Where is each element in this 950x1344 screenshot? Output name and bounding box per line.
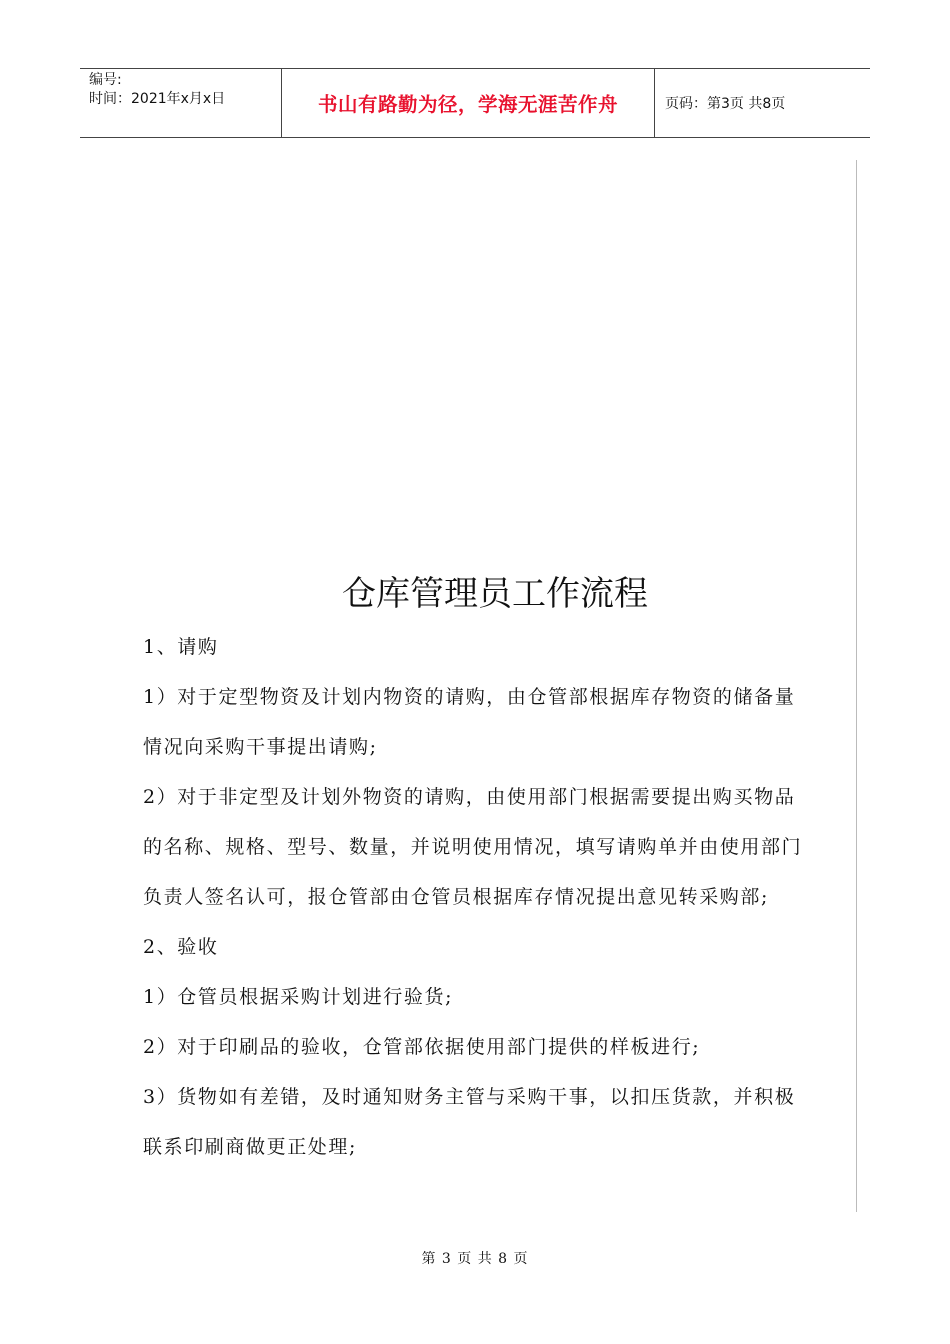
document-body [143,622,813,1172]
paragraph: 1）仓管员根据采购计划进行验货; [143,986,454,1008]
page-footer: 第 3 页 共 8 页 [421,1251,529,1267]
document-title: 仓库管理员工作流程 [342,574,648,614]
paragraph: 3）货物如有差错，及时通知财务主管与采购干事，以扣压货款，并积极联系印刷商做更正处理; [143,1086,796,1158]
paragraph: 2）对于非定型及计划外物资的请购，由使用部门根据需要提出购买物品的名称、规格、型号、数量，并说明使用情况，填写请购单并由使用部门负责人签名认可，报仓管部由仓管员根据库存情况提出意见转采购部; [143,786,803,908]
number-label: 编号: [89,72,122,88]
time-label: 时间：2021年x月x日 [89,91,226,107]
header-meta [80,69,282,137]
paragraph: 1）对于定型物资及计划内物资的请购，由仓管部根据库存物资的储备量情况向采购干事提出请购; [143,686,796,758]
header-motto: 书山有路勤为径，学海无涯苦作舟 [282,69,655,137]
header-page-info: 页码：第3页 共8页 [665,96,786,112]
page-header [80,68,870,138]
section-heading-request: 1、请购 [143,636,219,658]
right-margin-rule [856,160,857,1212]
section-heading-inspection: 2、验收 [143,936,219,958]
paragraph: 2）对于印刷品的验收，仓管部依据使用部门提供的样板进行; [143,1036,701,1058]
